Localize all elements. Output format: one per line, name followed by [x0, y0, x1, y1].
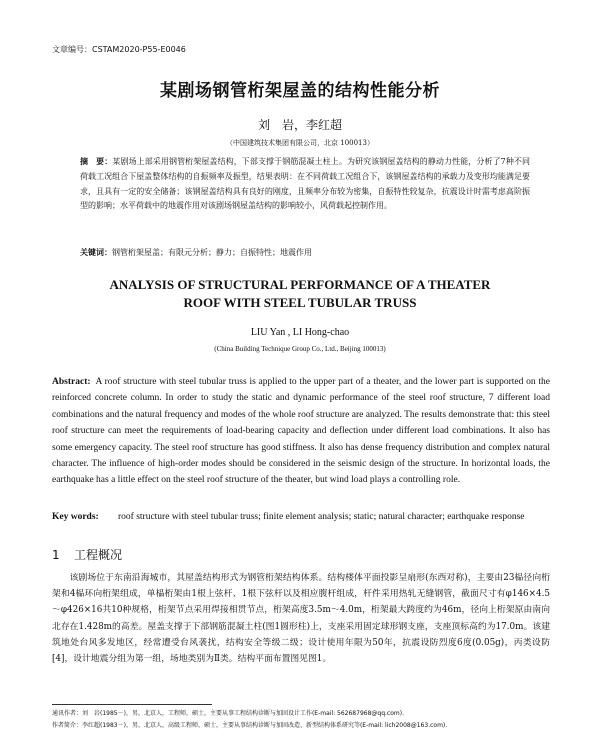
article-number: 文章编号：CSTAM2020-P55-E0046	[52, 45, 186, 54]
footnote-author-bio: 作者简介：李红超(1983－)，男，北京人，高级工程师，硕士，主要从事结构诊断与加固改造、新型结构体系研究等(E-mail: lich2008@163.com).	[52, 722, 448, 729]
chinese-abstract	[80, 155, 530, 214]
section-title: 工程概况	[74, 548, 123, 562]
section-number: 1	[52, 548, 60, 562]
chinese-affiliation: （中国建筑技术集团有限公司，北京 100013）	[226, 139, 374, 147]
english-keywords	[52, 510, 550, 525]
english-abstract-label: Abstract:	[52, 377, 91, 387]
english-keywords-label: Key words:	[52, 512, 99, 522]
english-abstract	[52, 374, 550, 489]
footnote-corresponding-author: 通讯作者：刘 岩(1985－)，男，北京人，工程师，硕士，主要从事工程结构诊断与加固设计工作(E-mail: 562687968@qq.com).	[52, 710, 404, 717]
english-affiliation: (China Building Technique Group Co., Ltd., Beijing 100013)	[214, 345, 386, 353]
english-authors: LIU Yan , LI Hong-chao	[250, 327, 350, 338]
chinese-keywords-label: 关键词：	[80, 248, 112, 257]
chinese-abstract-label: 摘 要：	[80, 157, 113, 166]
chinese-keywords	[80, 247, 540, 258]
chinese-authors: 刘 岩，李红超	[257, 118, 342, 132]
english-title-line1: ANALYSIS OF STRUCTURAL PERFORMANCE OF A THEATER	[109, 277, 491, 292]
section-heading	[52, 546, 122, 563]
section-body: 该剧场位于东南沿海城市，其屋盖结构形式为钢管桁架结构体系。结构楼体平面投影呈扇形(东西对称)，主要由23榀径向桁架和4榀环向桁架组成，单榀桁架由1根上弦杆、1根下弦杆以及相应腹杆组成，杆件采用热轧无缝钢管，截面尺寸有φ146×4.5～φ426×16共10种规格，桁架节点采用焊接相贯节点，桁架高度3.5m～4.0m，桁架最大跨度约为46m，径向上桁架原由南向北存在1.428m的高差。屋盖支撑于下部钢筋混凝土柱(图1圆形柱)上，支座采用固定球形钢支座，支座顶标高约为17.0m。该建筑地处台风多发地区，经常遭受台风袭扰，结构安全等级二级；设计使用年限为50年，抗震设防烈度6度(0.05g)，丙类设防[4]，设计地震分组为第一组，场地类别为Ⅱ类。结构平面布置图见图1。	[52, 573, 550, 665]
english-title	[0, 276, 600, 312]
chinese-title: 某剧场钢管桁架屋盖的结构性能分析	[160, 81, 440, 101]
english-abstract-text: A roof structure with steel tubular truss is applied to the upper part of a theater, and the lower part is supported on the reinforced concrete column. In order to study the static and dynamic performance of the steel roof structure, 7 different load combinations and the natural frequency and modes of the whole roof structure are analyzed. The results demonstrate that: this steel roof structure can meet the requirements of load-bearing capacity and deflection under different load combinations. It also has some emergency capacity. The steel roof structure has good stiffness. It also has dense frequency distribution and complex natural character. The influence of high-order modes should be considered in the seismic design of the structure. In horizontal loads, the earthquake has a little effect on the steel roof structure of the theater, but wind load plays a controlling role.	[52, 377, 550, 486]
footnote-divider	[52, 704, 212, 705]
english-title-line2: ROOF WITH STEEL TUBULAR TRUSS	[183, 295, 417, 310]
english-keywords-text: roof structure with steel tubular truss; finite element analysis; static; natural character; earthquake response	[118, 512, 525, 522]
chinese-abstract-text: 某剧场上部采用钢管桁架屋盖结构，下部支撑于钢筋混凝土柱上。为研究该钢屋盖结构的静动力性能，分析了7种不同荷载工况组合下屋盖整体结构的自振频率及振型，结果表明：在不同荷载工况组合下，该钢屋盖结构的承载力及变形均能满足要求，且具有一定的安全储备；该钢屋盖结构具有良好的刚度，且频率分布较为密集，自振特性较复杂，抗震设计时需考虑高阶振型的影响；水平荷载中的地震作用对该剧场钢屋盖结构的影响较小，风荷载起控制作用。	[80, 157, 530, 211]
chinese-keywords-text: 钢管桁架屋盖；有限元分析；静力；自振特性；地震作用	[112, 248, 312, 257]
